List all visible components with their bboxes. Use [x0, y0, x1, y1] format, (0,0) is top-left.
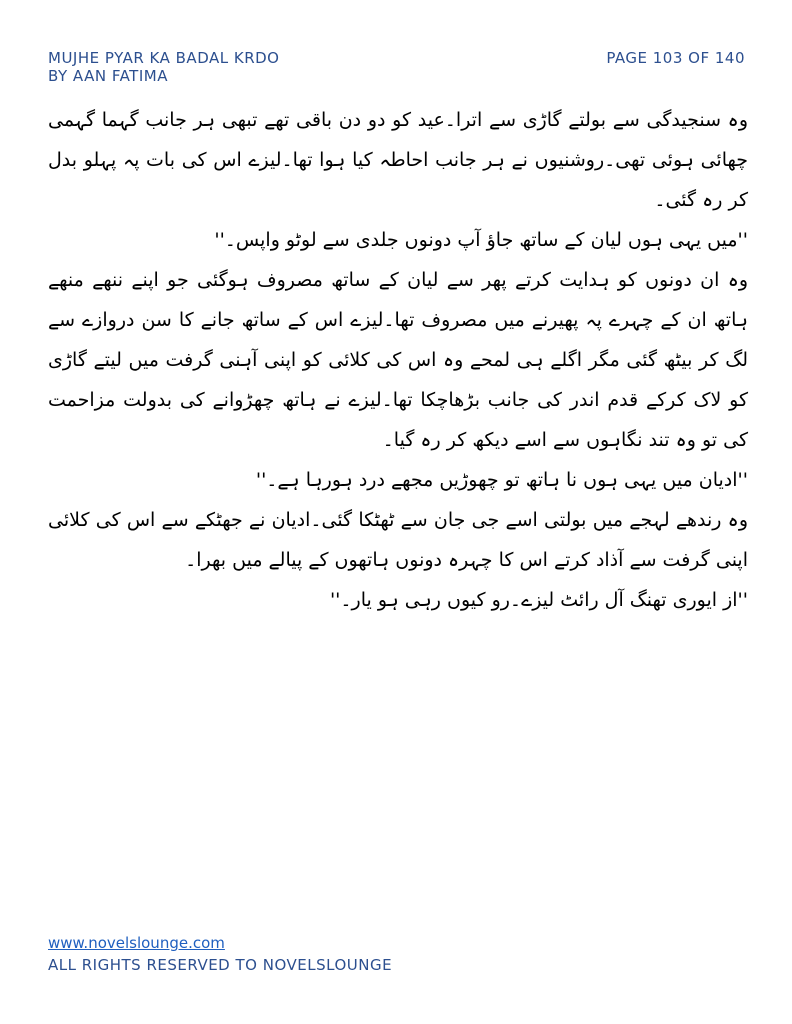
page-number: PAGE 103 OF 140 [606, 49, 745, 67]
paragraph: وہ سنجیدگی سے بولتے گاڑی سے اترا۔عید کو دو دن باقی تھے تبھی ہر جانب گہما گہمی چھائی ہوئی تھی۔روشنیوں نے ہر جانب احاطہ کیا ہوا تھا۔لیزے اس کی بات پہ پہلو بدل کر رہ گئی۔ [48, 109, 748, 211]
paragraph: وہ رندھے لہجے میں بولتی اسے جی جان سے ٹھٹکا گئی۔ادیان نے جھٹکے سے اس کی کلائی اپنی گرفت سے آذاد کرتے اس کا چہرہ دونوں ہاتھوں کے پیالے میں بھرا۔ [48, 509, 748, 571]
page-footer [48, 933, 392, 975]
novel-title: MUJHE PYAR KA BADAL KRDO [48, 49, 280, 67]
paragraph: ''ادیان میں یہی ہوں نا ہاتھ تو چھوڑیں مجھے درد ہورہا ہے۔'' [255, 469, 748, 491]
website-link[interactable]: www.novelslounge.com [48, 934, 225, 952]
header-left [48, 49, 279, 85]
paragraph: ''میں یہی ہوں لیان کے ساتھ جاؤ آپ دونوں جلدی سے لوٹو واپس۔'' [214, 229, 748, 251]
story-body [48, 100, 748, 620]
paragraph: وہ ان دونوں کو ہدایت کرتے پھر سے لیان کے ساتھ مصروف ہوگئی جو اپنے ننھے منھے ہاتھ ان کے چہرے پہ پھیرنے میں مصروف تھا۔لیزے اس کے ساتھ جانے کا سن دروازے سے لگ کر بیٹھ گئی مگر اگلے ہی لمحے وہ اس کی کلائی کو اپنی آہنی گرفت میں لیتے گاڑی کو لاک کرکے قدم اندر کی جانب بڑھاچکا تھا۔لیزے نے ہاتھ چھڑوانے کی بدولت مزاحمت کی تو وہ تند نگاہوں سے اسے دیکھ کر رہ گیا۔ [48, 269, 748, 451]
paragraph: ''از ایوری تھنگ آل رائٹ لیزے۔رو کیوں رہی ہو یار۔'' [329, 589, 748, 611]
copyright-notice: ALL RIGHTS RESERVED TO NOVELSLOUNGE [48, 956, 393, 974]
novel-author: BY AAN FATIMA [48, 67, 168, 85]
